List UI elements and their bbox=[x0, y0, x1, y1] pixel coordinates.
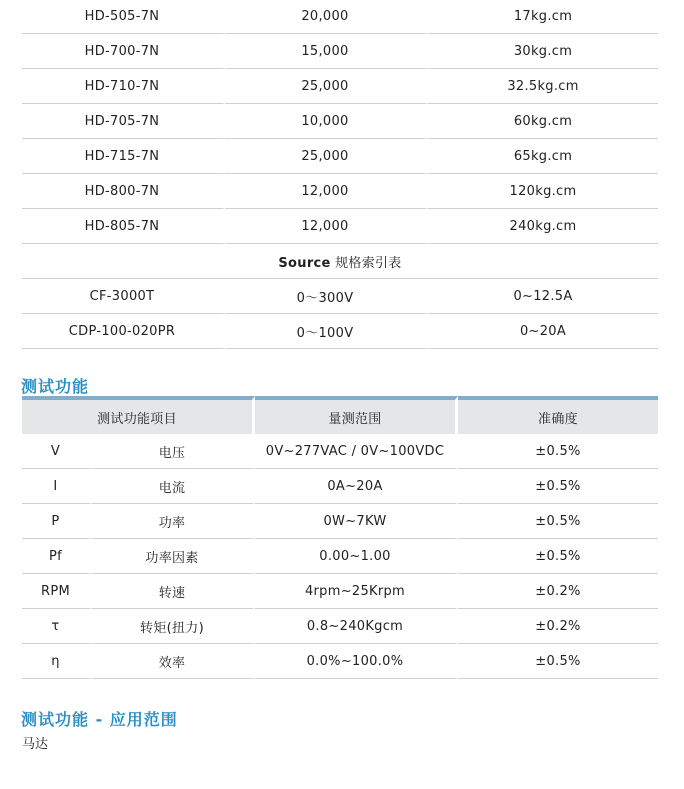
speed-cell: 15,000 bbox=[225, 34, 428, 69]
torque-cell: 60kg.cm bbox=[428, 104, 658, 139]
speed-cell: 25,000 bbox=[225, 69, 428, 104]
symbol-cell: Pf bbox=[22, 539, 92, 574]
table-row bbox=[22, 574, 658, 609]
table-row bbox=[22, 644, 658, 679]
column-header-item: 测试功能项目 bbox=[22, 396, 255, 434]
table-row bbox=[22, 434, 658, 469]
torque-cell: 32.5kg.cm bbox=[428, 69, 658, 104]
symbol-cell: V bbox=[22, 434, 92, 469]
accuracy-cell: ±0.5% bbox=[458, 469, 658, 504]
range-cell: 0.8~240Kgcm bbox=[255, 609, 458, 644]
torque-cell: 30kg.cm bbox=[428, 34, 658, 69]
column-header-range: 量测范围 bbox=[255, 396, 458, 434]
name-cell: 功率因素 bbox=[92, 539, 255, 574]
symbol-cell: P bbox=[22, 504, 92, 539]
model-cell: HD-705-7N bbox=[22, 104, 225, 139]
voltage-cell: 0～300V bbox=[225, 279, 428, 314]
name-cell: 电压 bbox=[92, 434, 255, 469]
source-header-bold: Source bbox=[278, 255, 331, 271]
table-row bbox=[22, 469, 658, 504]
speed-cell: 20,000 bbox=[225, 0, 428, 34]
speed-cell: 12,000 bbox=[225, 209, 428, 244]
table-row bbox=[22, 104, 658, 139]
model-cell: HD-805-7N bbox=[22, 209, 225, 244]
range-cell: 0V~277VAC / 0V~100VDC bbox=[255, 434, 458, 469]
symbol-cell: τ bbox=[22, 609, 92, 644]
model-cell: HD-505-7N bbox=[22, 0, 225, 34]
name-cell: 转速 bbox=[92, 574, 255, 609]
table-row bbox=[22, 279, 658, 314]
spec-table bbox=[22, 0, 658, 349]
range-cell: 4rpm~25Krpm bbox=[255, 574, 458, 609]
table-row bbox=[22, 314, 658, 349]
source-header-row bbox=[22, 244, 658, 279]
symbol-cell: RPM bbox=[22, 574, 92, 609]
name-cell: 功率 bbox=[92, 504, 255, 539]
application-text: 马达 bbox=[22, 737, 49, 752]
range-cell: 0A~20A bbox=[255, 469, 458, 504]
accuracy-cell: ±0.5% bbox=[458, 504, 658, 539]
table-row bbox=[22, 139, 658, 174]
table-row bbox=[22, 504, 658, 539]
test-function-table bbox=[22, 396, 658, 679]
table-row bbox=[22, 34, 658, 69]
accuracy-cell: ±0.5% bbox=[458, 434, 658, 469]
torque-cell: 120kg.cm bbox=[428, 174, 658, 209]
speed-cell: 25,000 bbox=[225, 139, 428, 174]
range-cell: 0.00~1.00 bbox=[255, 539, 458, 574]
torque-cell: 17kg.cm bbox=[428, 0, 658, 34]
table-row bbox=[22, 539, 658, 574]
symbol-cell: I bbox=[22, 469, 92, 504]
voltage-cell: 0～100V bbox=[225, 314, 428, 349]
model-cell: CF-3000T bbox=[22, 279, 225, 314]
range-cell: 0W~7KW bbox=[255, 504, 458, 539]
source-header bbox=[22, 244, 658, 279]
model-cell: CDP-100-020PR bbox=[22, 314, 225, 349]
model-cell: HD-710-7N bbox=[22, 69, 225, 104]
speed-cell: 10,000 bbox=[225, 104, 428, 139]
accuracy-cell: ±0.5% bbox=[458, 539, 658, 574]
range-cell: 0.0%~100.0% bbox=[255, 644, 458, 679]
model-cell: HD-800-7N bbox=[22, 174, 225, 209]
section-title-application-range: 测试功能 - 应用范围 bbox=[21, 710, 178, 729]
name-cell: 转矩(扭力) bbox=[92, 609, 255, 644]
table-row bbox=[22, 0, 658, 34]
speed-cell: 12,000 bbox=[225, 174, 428, 209]
table-row bbox=[22, 69, 658, 104]
name-cell: 效率 bbox=[92, 644, 255, 679]
section-title-test-functions: 测试功能 bbox=[21, 377, 90, 396]
table-header-row bbox=[22, 396, 658, 434]
table-row bbox=[22, 209, 658, 244]
accuracy-cell: ±0.2% bbox=[458, 609, 658, 644]
accuracy-cell: ±0.2% bbox=[458, 574, 658, 609]
model-cell: HD-700-7N bbox=[22, 34, 225, 69]
torque-cell: 65kg.cm bbox=[428, 139, 658, 174]
torque-cell: 240kg.cm bbox=[428, 209, 658, 244]
current-cell: 0~12.5A bbox=[428, 279, 658, 314]
model-cell: HD-715-7N bbox=[22, 139, 225, 174]
table-row bbox=[22, 174, 658, 209]
source-header-text: 规格索引表 bbox=[330, 255, 402, 271]
accuracy-cell: ±0.5% bbox=[458, 644, 658, 679]
symbol-cell: η bbox=[22, 644, 92, 679]
name-cell: 电流 bbox=[92, 469, 255, 504]
current-cell: 0~20A bbox=[428, 314, 658, 349]
column-header-accuracy: 准确度 bbox=[458, 396, 658, 434]
table-row bbox=[22, 609, 658, 644]
